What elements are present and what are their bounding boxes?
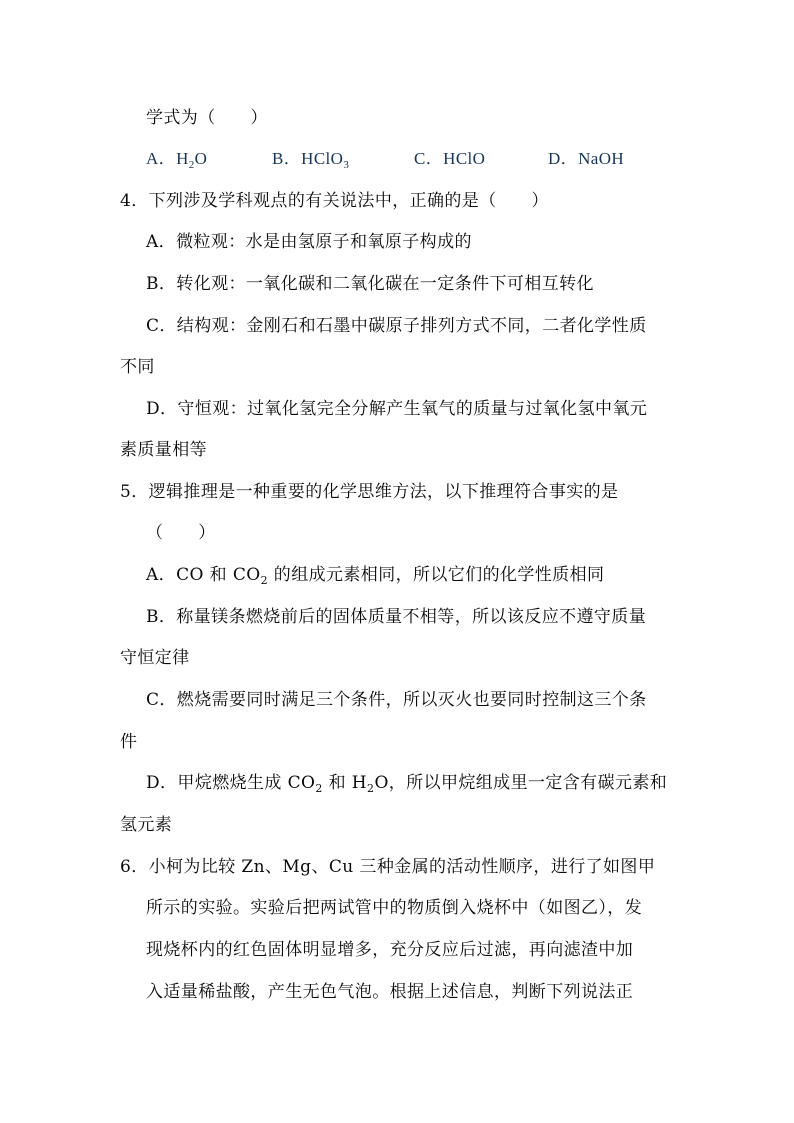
q5-answer-paren: （ ）	[146, 523, 216, 543]
q3-option-c: C．HClO	[414, 149, 486, 168]
q5-option-c: C．燃烧需要同时满足三个条件，所以灭火也要同时控制这三个条	[146, 690, 647, 710]
q3-option-a: A．$H_2O$	[146, 149, 208, 171]
q6-line-1: 6．小柯为比较 Zn、Mg、Cu 三种金属的活动性顺序，进行了如图甲	[120, 857, 656, 877]
q5-option-d-cont: 氢元素	[120, 815, 173, 835]
q3-stem-tail: 学式为（ ）	[146, 108, 268, 128]
q3-options	[146, 147, 666, 171]
q5-option-a: A．CO 和 $CO_2$ 的组成元素相同，所以它们的化学性质相同	[146, 565, 605, 587]
q6-line-2: 所示的实验。实验后把两试管中的物质倒入烧杯中（如图乙），发	[146, 898, 643, 918]
q5-stem: 5．逻辑推理是一种重要的化学思维方法，以下推理符合事实的是	[120, 482, 619, 502]
q3-option-b: B．HClO$_3$	[272, 149, 350, 171]
q4-option-c: C．结构观：金刚石和石墨中碳原子排列方式不同，二者化学性质	[146, 316, 647, 336]
q6-line-4: 入适量稀盐酸，产生无色气泡。根据上述信息，判断下列说法正	[146, 982, 634, 1002]
q4-option-d-cont: 素质量相等	[120, 440, 207, 460]
q5-option-b-cont: 守恒定律	[120, 648, 190, 668]
q5-option-b: B．称量镁条燃烧前后的固体质量不相等，所以该反应不遵守质量	[146, 607, 647, 627]
q5-option-d: D．甲烷燃烧生成 $CO_2$ 和 $H_2O$，所以甲烷组成里一定含有碳元素和	[146, 773, 668, 795]
q4-option-b: B．转化观：一氧化碳和二氧化碳在一定条件下可相互转化	[146, 274, 594, 294]
q4-option-c-cont: 不同	[120, 357, 155, 377]
q5-option-c-cont: 件	[120, 732, 138, 752]
q6-line-3: 现烧杯内的红色固体明显增多，充分反应后过滤，再向滤渣中加	[146, 940, 634, 960]
q4-option-a: A．微粒观：水是由氢原子和氧原子构成的	[146, 232, 472, 252]
q4-stem: 4．下列涉及学科观点的有关说法中，正确的是（ ）	[120, 191, 549, 211]
q3-option-d: D．NaOH	[548, 149, 625, 168]
q4-option-d: D．守恒观：过氧化氢完全分解产生氧气的质量与过氧化氢中氧元	[146, 399, 648, 419]
